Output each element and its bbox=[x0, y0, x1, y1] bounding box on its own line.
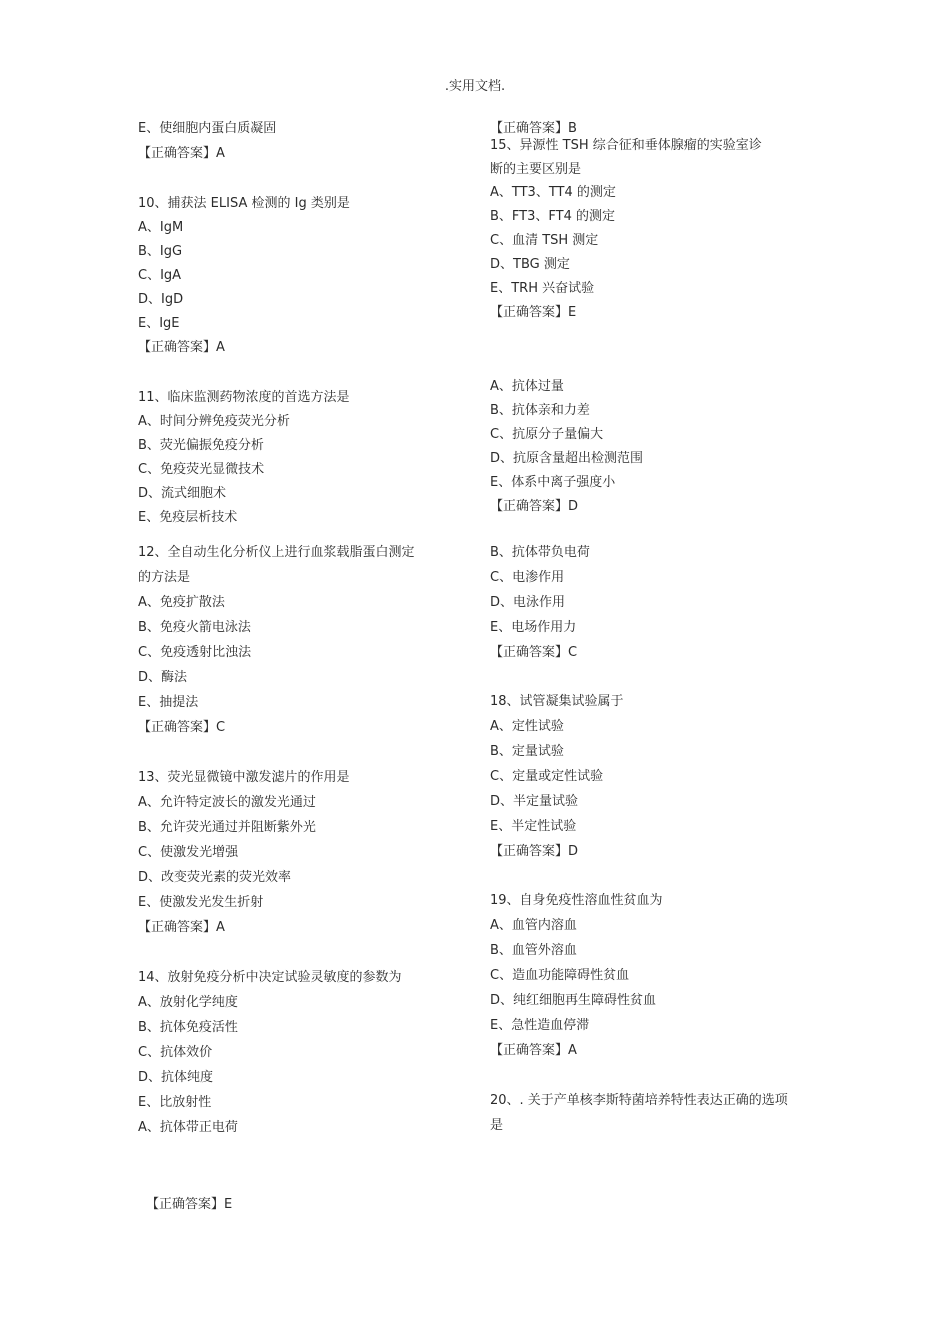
question-line: 20、. 关于产单核李斯特菌培养特性表达正确的选项 bbox=[490, 1093, 788, 1108]
option-line: E、抽提法 bbox=[138, 695, 199, 710]
option-line: E、体系中离子强度小 bbox=[490, 475, 616, 490]
option-line: C、抗原分子量偏大 bbox=[490, 427, 604, 442]
option-line: A、时间分辨免疫荧光分析 bbox=[138, 414, 290, 429]
option-line: D、流式细胞术 bbox=[138, 486, 227, 501]
option-line: C、造血功能障碍性贫血 bbox=[490, 968, 630, 983]
option-line: B、血管外溶血 bbox=[490, 943, 577, 958]
option-line: B、抗体免疫活性 bbox=[138, 1020, 238, 1035]
option-line: C、使激发光增强 bbox=[138, 845, 239, 860]
option-line: C、免疫透射比浊法 bbox=[138, 645, 252, 660]
answer-line: 【正确答案】E bbox=[146, 1197, 233, 1212]
option-line: A、放射化学纯度 bbox=[138, 995, 238, 1010]
option-line: A、抗体带正电荷 bbox=[138, 1120, 238, 1135]
answer-line: 【正确答案】A bbox=[490, 1043, 577, 1058]
option-line: C、IgA bbox=[138, 268, 182, 283]
option-line: E、使激发光发生折射 bbox=[138, 895, 264, 910]
option-line: E、急性造血停滞 bbox=[490, 1018, 590, 1033]
answer-line: 【正确答案】C bbox=[490, 645, 578, 660]
answer-line: 【正确答案】A bbox=[138, 146, 225, 161]
question-line: 18、试管凝集试验属于 bbox=[490, 694, 624, 709]
question-line: 是 bbox=[490, 1118, 504, 1133]
option-line: D、改变荧光素的荧光效率 bbox=[138, 870, 292, 885]
option-line: E、半定性试验 bbox=[490, 819, 577, 834]
question-line: 15、异源性 TSH 综合征和垂体腺瘤的实验室诊 bbox=[490, 138, 762, 153]
option-line: B、FT3、FT4 的测定 bbox=[490, 209, 615, 224]
answer-line: 【正确答案】A bbox=[138, 340, 225, 355]
option-line: D、抗原含量超出检测范围 bbox=[490, 451, 644, 466]
question-line: 19、自身免疫性溶血性贫血为 bbox=[490, 893, 663, 908]
option-line: E、免疫层析技术 bbox=[138, 510, 238, 525]
question-line: 10、捕获法 ELISA 检测的 Ig 类别是 bbox=[138, 196, 350, 211]
question-line: 的方法是 bbox=[138, 570, 191, 585]
option-line: B、允许荧光通过并阻断紫外光 bbox=[138, 820, 316, 835]
answer-line: 【正确答案】E bbox=[490, 305, 577, 320]
text-line: E、使细胞内蛋白质凝固 bbox=[138, 121, 277, 136]
option-line: D、IgD bbox=[138, 292, 184, 307]
answer-line: 【正确答案】D bbox=[490, 844, 579, 859]
option-line: E、TRH 兴奋试验 bbox=[490, 281, 595, 296]
option-line: D、纯红细胞再生障碍性贫血 bbox=[490, 993, 657, 1008]
question-line: 断的主要区别是 bbox=[490, 162, 582, 177]
option-line: A、血管内溶血 bbox=[490, 918, 577, 933]
option-line: C、电渗作用 bbox=[490, 570, 565, 585]
option-line: B、荧光偏振免疫分析 bbox=[138, 438, 264, 453]
option-line: B、抗体亲和力差 bbox=[490, 403, 590, 418]
option-line: A、IgM bbox=[138, 220, 184, 235]
question-line: 13、荧光显微镜中激发滤片的作用是 bbox=[138, 770, 350, 785]
answer-line: 【正确答案】A bbox=[138, 920, 225, 935]
option-line: A、定性试验 bbox=[490, 719, 564, 734]
option-line: E、电场作用力 bbox=[490, 620, 577, 635]
answer-line: 【正确答案】D bbox=[490, 499, 579, 514]
option-line: B、定量试验 bbox=[490, 744, 564, 759]
option-line: C、抗体效价 bbox=[138, 1045, 213, 1060]
option-line: A、TT3、TT4 的测定 bbox=[490, 185, 616, 200]
option-line: D、TBG 测定 bbox=[490, 257, 570, 272]
option-line: B、IgG bbox=[138, 244, 183, 259]
option-line: A、抗体过量 bbox=[490, 379, 564, 394]
option-line: E、比放射性 bbox=[138, 1095, 212, 1110]
option-line: B、免疫火箭电泳法 bbox=[138, 620, 251, 635]
option-line: D、酶法 bbox=[138, 670, 188, 685]
answer-line: 【正确答案】C bbox=[138, 720, 226, 735]
option-line: C、定量或定性试验 bbox=[490, 769, 604, 784]
option-line: A、免疫扩散法 bbox=[138, 595, 225, 610]
option-line: A、允许特定波长的激发光通过 bbox=[138, 795, 316, 810]
option-line: D、电泳作用 bbox=[490, 595, 566, 610]
option-line: E、IgE bbox=[138, 316, 180, 331]
option-line: D、抗体纯度 bbox=[138, 1070, 214, 1085]
question-line: 14、放射免疫分析中决定试验灵敏度的参数为 bbox=[138, 970, 402, 985]
question-line: 12、全自动生化分析仪上进行血浆载脂蛋白测定 bbox=[138, 545, 415, 560]
question-line: 11、临床监测药物浓度的首选方法是 bbox=[138, 390, 350, 405]
option-line: D、半定量试验 bbox=[490, 794, 579, 809]
option-line: C、免疫荧光显微技术 bbox=[138, 462, 265, 477]
page-header: .实用文档. bbox=[444, 79, 506, 94]
option-line: B、抗体带负电荷 bbox=[490, 545, 590, 560]
option-line: C、血清 TSH 测定 bbox=[490, 233, 599, 248]
answer-line: 【正确答案】B bbox=[490, 121, 577, 136]
